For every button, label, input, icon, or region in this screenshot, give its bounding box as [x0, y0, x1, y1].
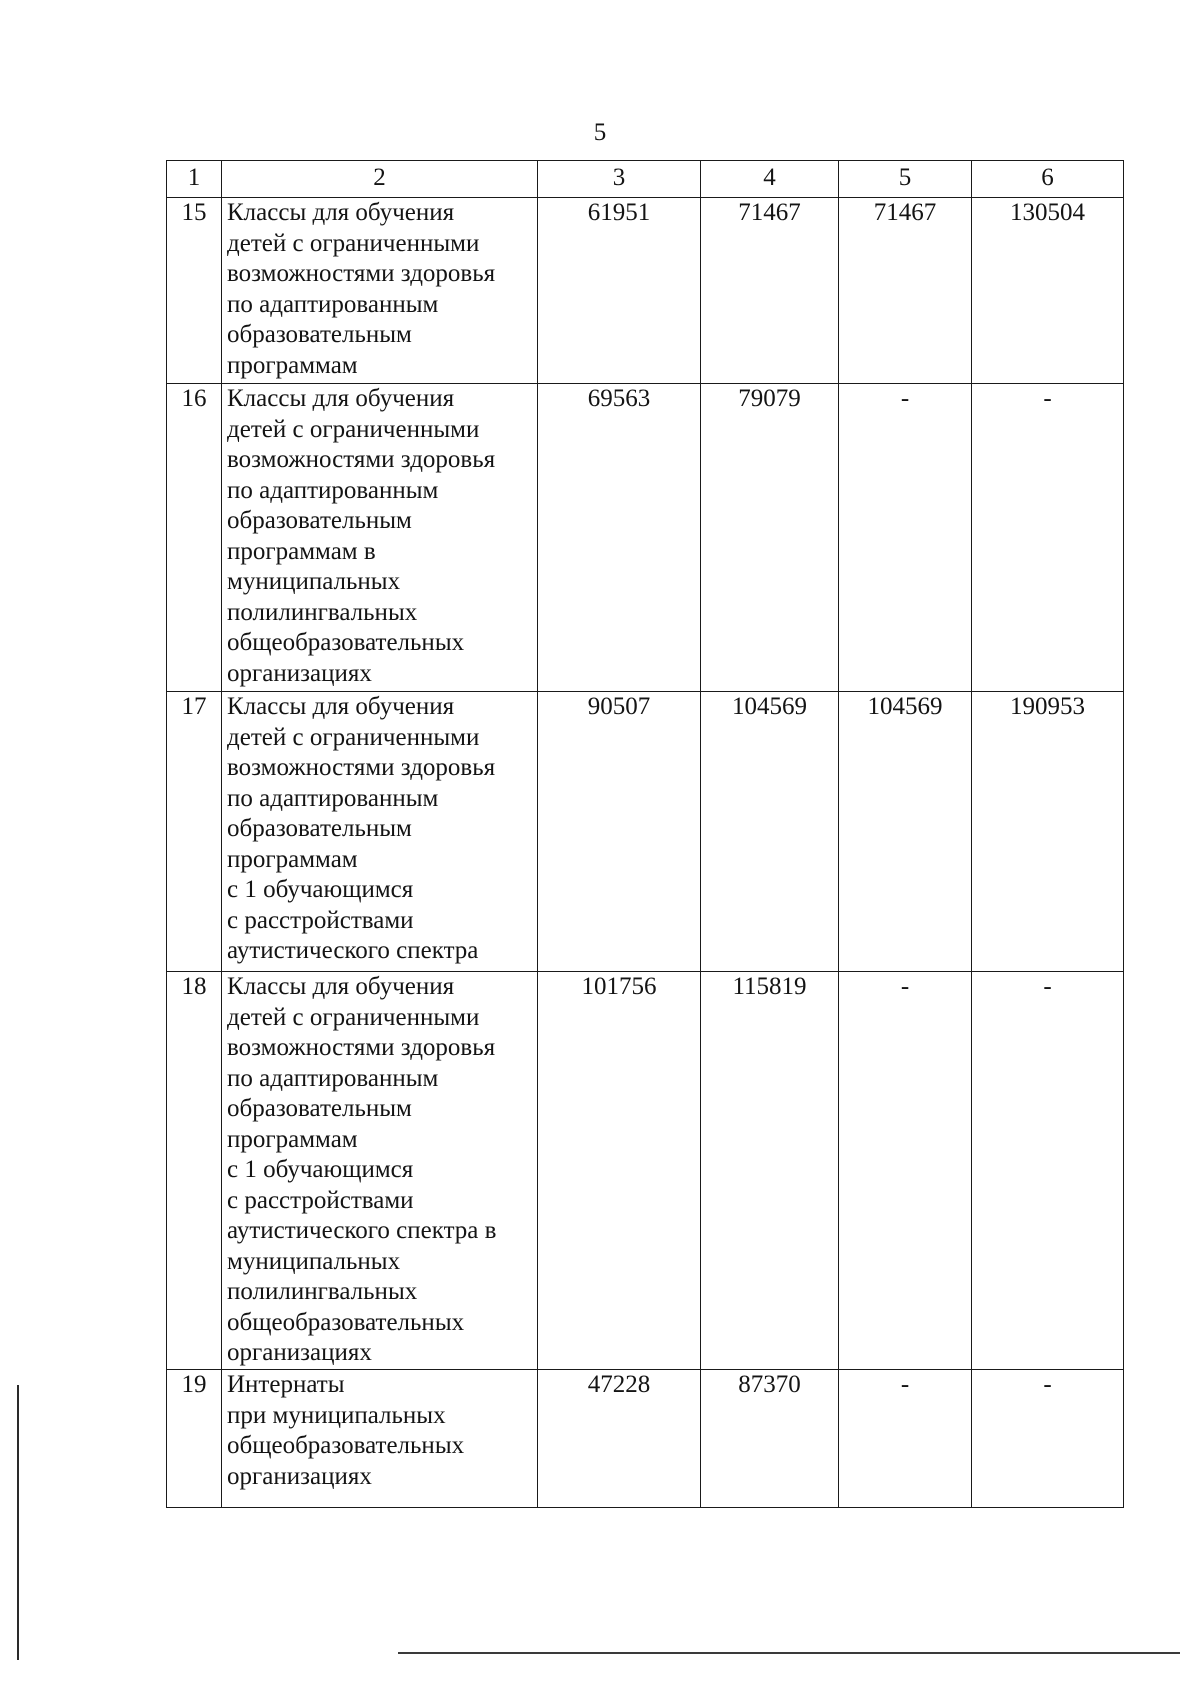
table-row — [167, 384, 1124, 692]
value-col-6: 190953 — [972, 692, 1124, 972]
column-header: 6 — [972, 161, 1124, 198]
value-col-4: 115819 — [701, 972, 839, 1370]
value-col-6: 130504 — [972, 198, 1124, 384]
value-col-3: 61951 — [538, 198, 701, 384]
row-name: Классы для обучения детей с ограниченными возможностями здоровья по адаптированным образовательным программам с 1 обучающимся с расстройствами аутистического спектра — [222, 692, 538, 972]
table-row — [167, 198, 1124, 384]
value-col-5: 104569 — [839, 692, 972, 972]
row-name: Классы для обучения детей с ограниченными возможностями здоровья по адаптированным образовательным программам — [222, 198, 538, 384]
table-row — [167, 1370, 1124, 1508]
row-number: 19 — [167, 1370, 222, 1508]
row-name: Интернаты при муниципальных общеобразовательных организациях — [222, 1370, 538, 1508]
value-col-4: 87370 — [701, 1370, 839, 1508]
value-col-3: 101756 — [538, 972, 701, 1370]
value-col-4: 79079 — [701, 384, 839, 692]
value-col-6: - — [972, 972, 1124, 1370]
row-number: 18 — [167, 972, 222, 1370]
page-number: 5 — [593, 119, 607, 146]
column-header: 2 — [222, 161, 538, 198]
column-header: 5 — [839, 161, 972, 198]
row-number: 15 — [167, 198, 222, 384]
footer-rule — [398, 1652, 1180, 1654]
value-col-3: 69563 — [538, 384, 701, 692]
value-col-4: 71467 — [701, 198, 839, 384]
value-col-5: - — [839, 384, 972, 692]
column-header: 1 — [167, 161, 222, 198]
column-header: 4 — [701, 161, 839, 198]
row-name: Классы для обучения детей с ограниченными возможностями здоровья по адаптированным образовательным программам в муниципальных полилингвальных общеобразовательных организациях — [222, 384, 538, 692]
row-name: Классы для обучения детей с ограниченными возможностями здоровья по адаптированным образовательным программам с 1 обучающимся с расстройствами аутистического спектра в муниципальных полилингвальных общеобразовательных организациях — [222, 972, 538, 1370]
table-row — [167, 972, 1124, 1370]
scan-margin-line — [17, 1385, 19, 1660]
value-col-3: 47228 — [538, 1370, 701, 1508]
value-col-6: - — [972, 384, 1124, 692]
value-col-5: - — [839, 972, 972, 1370]
column-header: 3 — [538, 161, 701, 198]
table-header-row — [167, 161, 1124, 198]
table-row — [167, 692, 1124, 972]
tariff-table — [166, 160, 1124, 1508]
value-col-6: - — [972, 1370, 1124, 1508]
row-number: 16 — [167, 384, 222, 692]
value-col-5: 71467 — [839, 198, 972, 384]
value-col-5: - — [839, 1370, 972, 1508]
value-col-3: 90507 — [538, 692, 701, 972]
row-number: 17 — [167, 692, 222, 972]
value-col-4: 104569 — [701, 692, 839, 972]
